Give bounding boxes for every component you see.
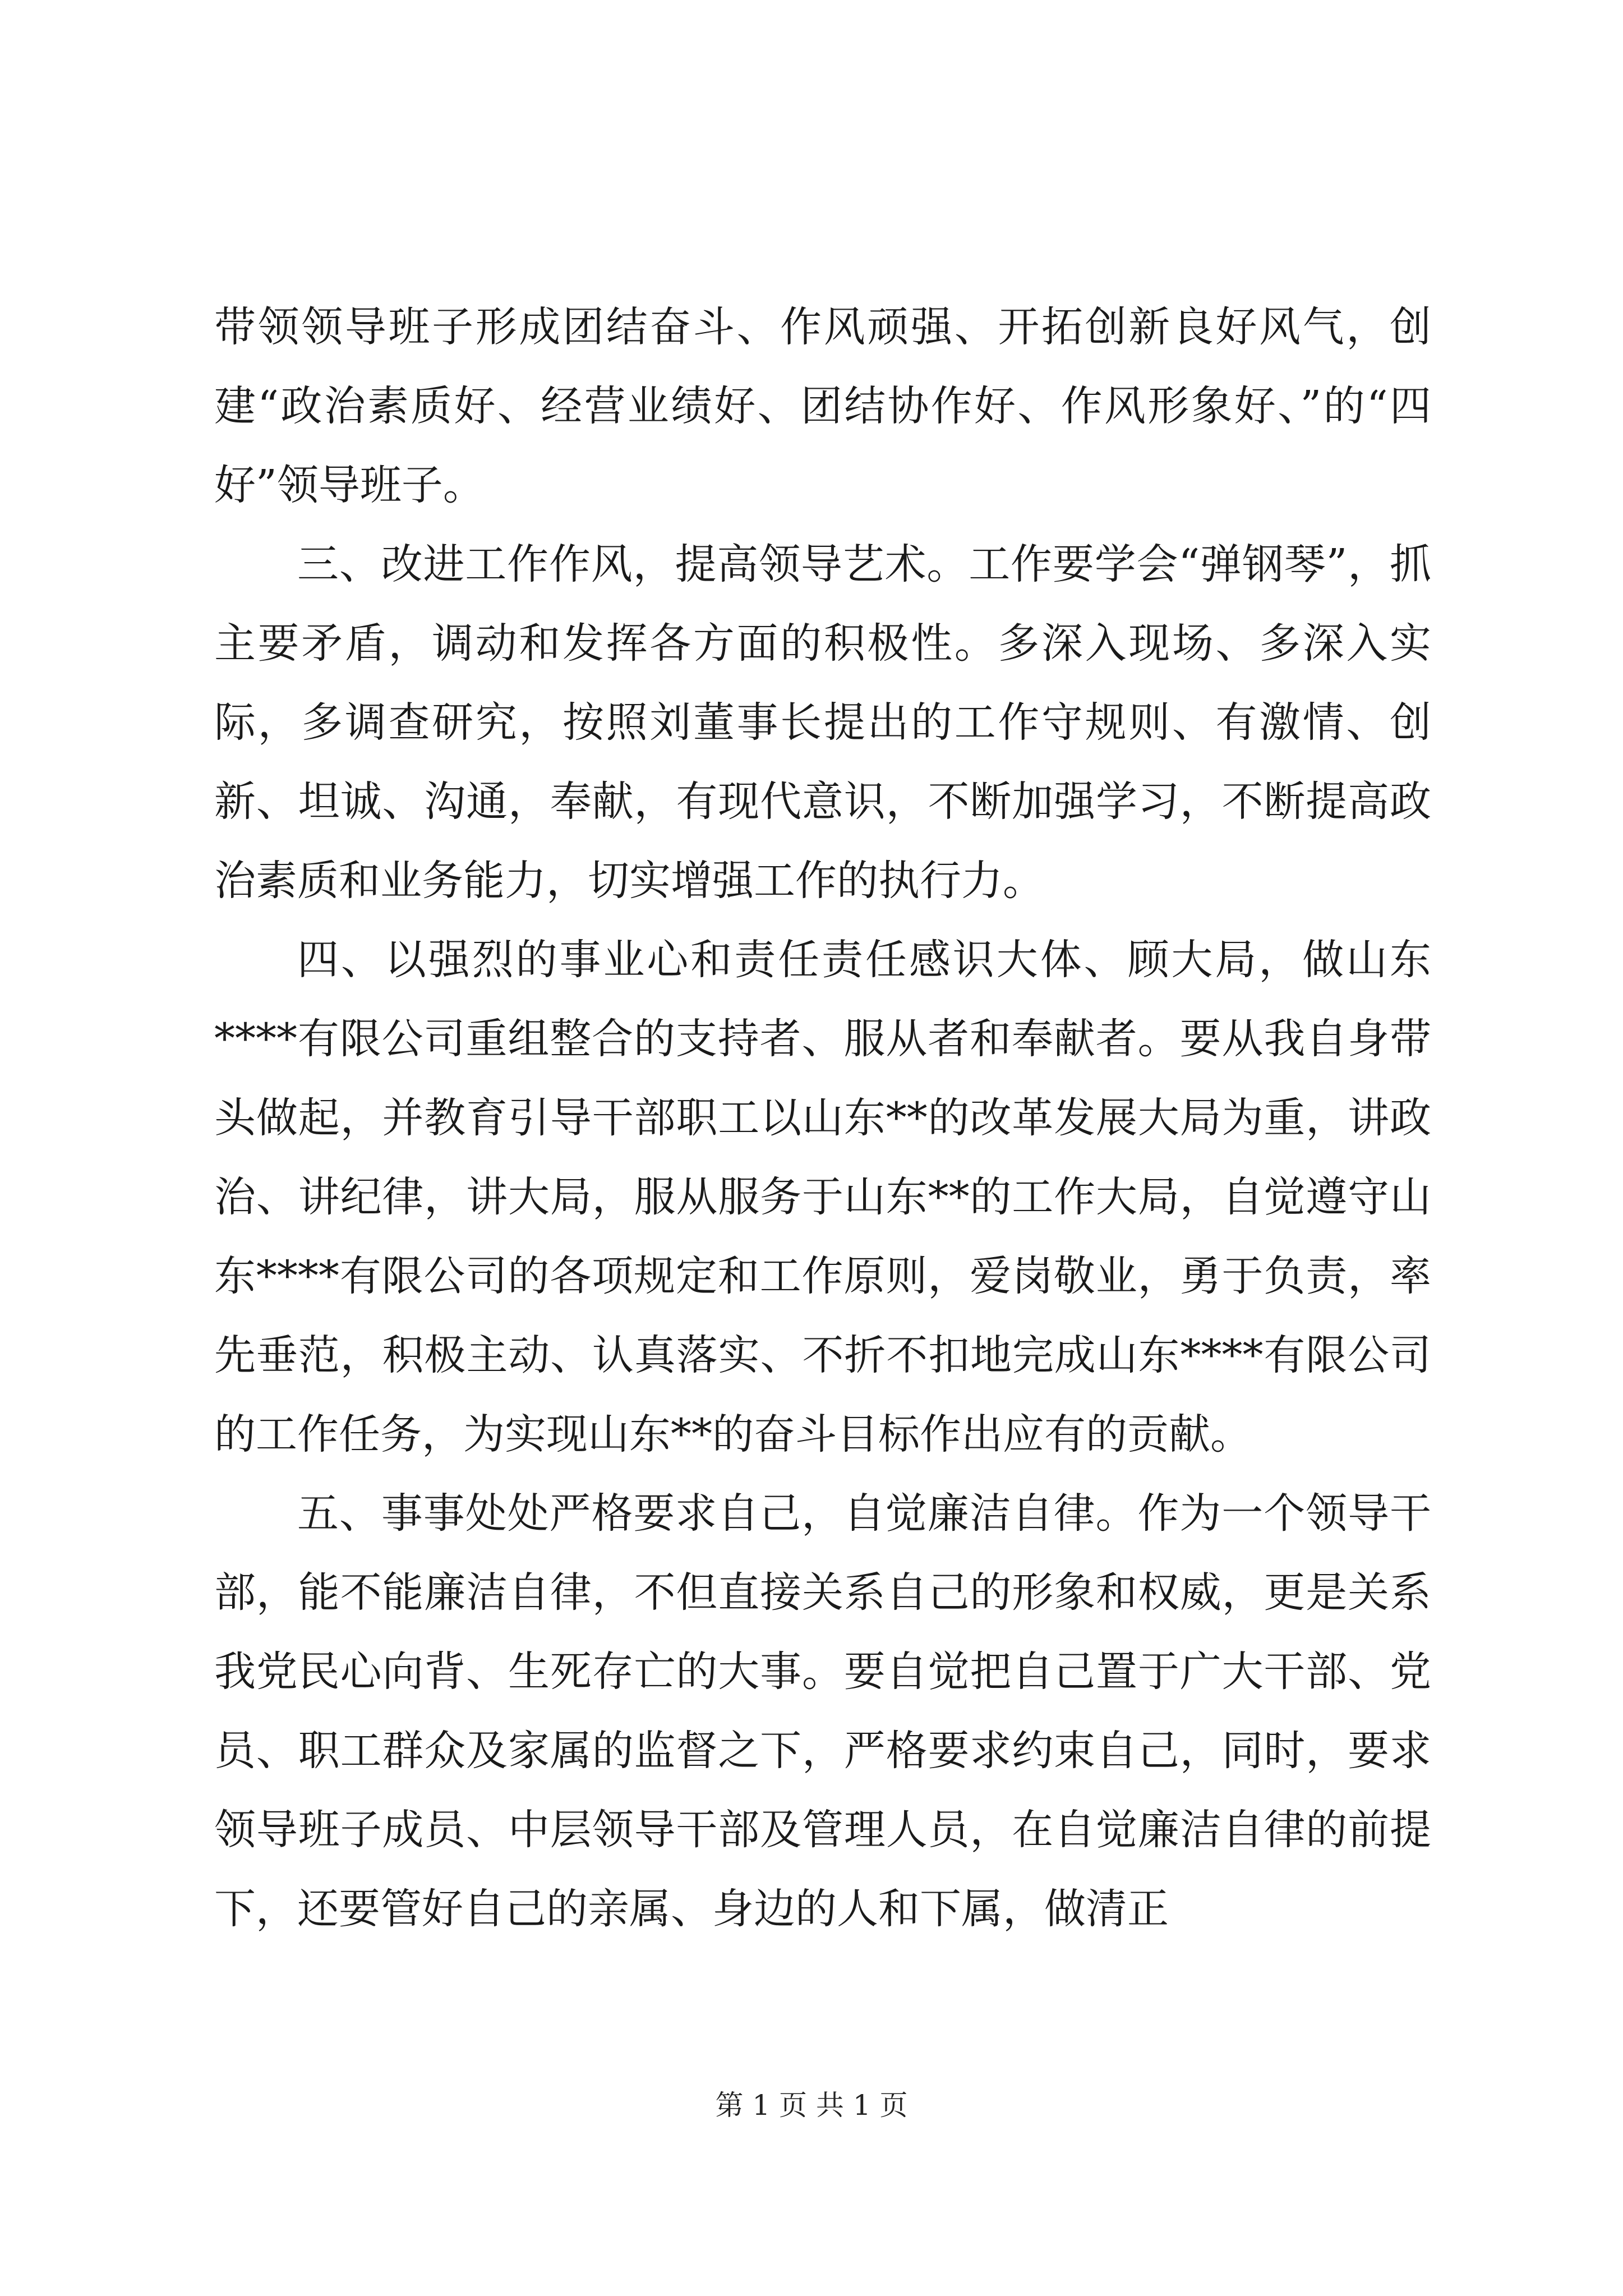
page-footer: 第 1 页 共 1 页 bbox=[715, 2089, 908, 2122]
document-body bbox=[214, 288, 1431, 1949]
paragraph-continuation: 带领领导班子形成团结奋斗、作风顽强、开拓创新良好风气，创建“政治素质好、经营业绩好、团结协作好、作风形象好、”的“四好”领导班子。 bbox=[214, 303, 1431, 509]
paragraph-section-five: 五、事事处处严格要求自己，自觉廉洁自律。作为一个领导干部，能不能廉洁自律，不但直接关系自己的形象和权威，更是关系我党民心向背、生死存亡的大事。要自觉把自己置于广大干部、党员、职工群众及家属的监督之下，严格要求约束自己，同时，要求领导班子成员、中层领导干部及管理人员，在自觉廉洁自律的前提下，还要管好自己的亲属、身边的人和下属，做清正 bbox=[214, 1489, 1431, 1933]
paragraph-section-four: 四、以强烈的事业心和责任责任感识大体、顾大局，做山东****有限公司重组整合的支持者、服从者和奉献者。要从我自身带头做起，并教育引导干部职工以山东**的改革发展大局为重，讲政治、讲纪律，讲大局，服从服务于山东**的工作大局，自觉遵守山东****有限公司的各项规定和工作原则，爱岗敬业，勇于负责，率先垂范，积极主动、认真落实、不折不扣地完成山东****有限公司的工作任务，为实现山东**的奋斗目标作出应有的贡献。 bbox=[214, 936, 1431, 1458]
paragraph-section-three: 三、改进工作作风，提高领导艺术。工作要学会“弹钢琴”，抓主要矛盾，调动和发挥各方面的积极性。多深入现场、多深入实际，多调查研究，按照刘董事长提出的工作守规则、有激情、创新、坦诚、沟通，奉献，有现代意识，不断加强学习，不断提高政治素质和业务能力，切实增强工作的执行力。 bbox=[214, 540, 1431, 905]
